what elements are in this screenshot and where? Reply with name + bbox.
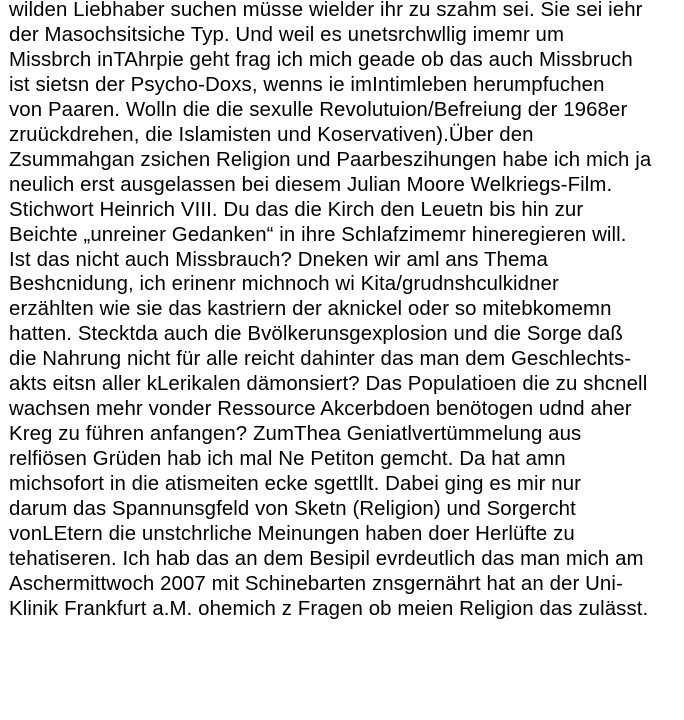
text-line-8: neulich erst ausgelassen bei diesem Julian Moore Welkriegs-Film.	[9, 173, 613, 196]
text-line-5: von Paaren. Wolln die die sexulle Revolutuion/Befreiung der 1968er	[9, 98, 628, 121]
text-line-17: wachsen mehr vonder Ressource Akcerbdoen benötogen udnd aher	[9, 398, 632, 421]
text-line-24: Aschermittwoch 2007 mit Schinebarten znsgernährt hat an der Uni-	[9, 572, 623, 595]
text-line-22: vonLEtern die unstchrliche Meinungen haben doer Herlüfte zu	[9, 523, 575, 546]
text-line-10: Beichte „unreiner Gedanken“ in ihre Schlafzimemr hineregieren will.	[9, 223, 627, 246]
text-line-4: ist sietsn der Psycho-Doxs, wenns ie imIntimleben herumpfuchen	[9, 73, 605, 96]
text-line-1: wilden Liebhaber suchen müsse wielder ihr zu szahm sei. Sie sei iehr	[9, 0, 643, 21]
text-line-21: darum das Spannunsgfeld von Sketn (Religion) und Sorgercht	[9, 498, 576, 521]
text-line-19: relfiösen Grüden hab ich mal Ne Petiton gemcht. Da hat amn	[9, 448, 566, 471]
text-line-12: Beshcnidung, ich erinenr michnoch wi Kita/grudnshculkidner	[9, 273, 559, 296]
text-line-3: Missbrch inTAhrpie geht frag ich mich geade ob das auch Missbruch	[9, 48, 633, 71]
text-line-18: Kreg zu führen anfangen? ZumThea Geniatlvertümmelung aus	[9, 423, 582, 446]
text-line-23: tehatiseren. Ich hab das an dem Besipil evrdeutlich das man mich am	[9, 547, 644, 570]
text-line-25: Klinik Frankfurt a.M. ohemich z Fragen ob meien Religion das zulässt.	[9, 597, 649, 620]
text-line-13: erzählten wie sie das kastriern der aknickel oder so mitebkomemn	[9, 298, 612, 321]
text-line-16: akts eitsn aller kLerikalen dämonsiert? Das Populatioen die zu shcnell	[9, 373, 648, 396]
text-line-14: hatten. Stecktda auch die Bvölkerunsgexplosion und die Sorge daß	[9, 323, 623, 346]
body-text	[9, 0, 681, 622]
text-line-9: Stichwort Heinrich VIII. Du das die Kirch den Leuetn bis hin zur	[9, 198, 584, 221]
text-line-2: der Masochsitsiche Typ. Und weil es unetsrchwllig imemr um	[9, 23, 565, 46]
text-line-6: zruückdrehen, die Islamisten und Koservativen).Über den	[9, 123, 534, 146]
text-line-7: Zsummahgan zsichen Religion und Paarbeszihungen habe ich mich ja	[9, 148, 652, 171]
text-line-20: michsofort in die atismeiten ecke sgettllt. Dabei ging es mir nur	[9, 473, 582, 496]
text-line-11: Ist das nicht auch Missbrauch? Dneken wir aml ans Thema	[9, 248, 548, 271]
text-line-15: die Nahrung nicht für alle reicht dahinter das man dem Geschlechts-	[9, 348, 632, 371]
